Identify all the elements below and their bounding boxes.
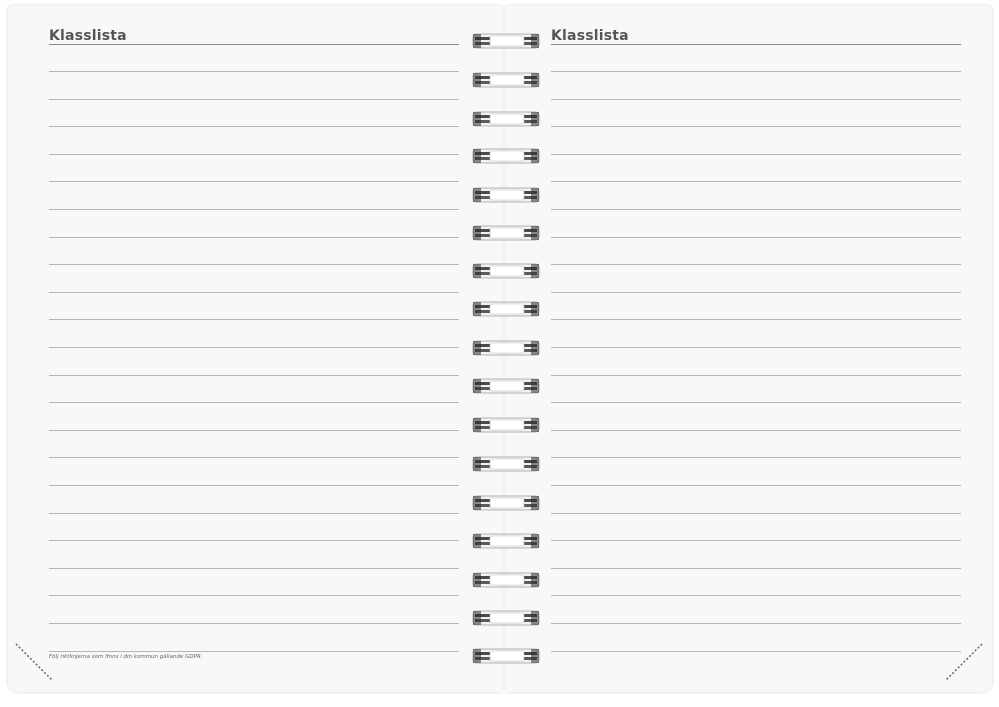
writing-line: [49, 651, 459, 652]
spiral-coil: [472, 299, 540, 319]
writing-line: [49, 402, 459, 403]
writing-line: [49, 457, 459, 458]
right-page: [506, 6, 992, 692]
writing-line: [49, 126, 459, 127]
writing-line: [551, 292, 961, 293]
left-writing-lines: [8, 6, 502, 692]
spiral-coil: [472, 109, 540, 129]
spiral-coil: [472, 338, 540, 358]
writing-line: [49, 568, 459, 569]
spiral-coil: [472, 70, 540, 90]
writing-line: [49, 209, 459, 210]
writing-line: [49, 71, 459, 72]
writing-line: [551, 99, 961, 100]
writing-line: [551, 347, 961, 348]
writing-line: [49, 154, 459, 155]
writing-line: [551, 319, 961, 320]
writing-line: [551, 540, 961, 541]
writing-line: [551, 402, 961, 403]
spiral-coil: [472, 223, 540, 243]
writing-line: [49, 237, 459, 238]
spiral-coil: [472, 570, 540, 590]
writing-line: [551, 513, 961, 514]
writing-line: [551, 430, 961, 431]
writing-line: [551, 595, 961, 596]
writing-line: [551, 375, 961, 376]
spiral-coil: [472, 261, 540, 281]
spiral-coil: [472, 31, 540, 51]
writing-line: [49, 513, 459, 514]
bottom-right-corner-perforation: [944, 642, 984, 682]
writing-line: [49, 292, 459, 293]
writing-line: [551, 237, 961, 238]
writing-line: [551, 651, 961, 652]
writing-line: [551, 568, 961, 569]
spiral-coil: [472, 531, 540, 551]
spiral-coil: [472, 608, 540, 628]
writing-line: [551, 209, 961, 210]
writing-line: [551, 623, 961, 624]
right-writing-lines: [506, 6, 992, 692]
writing-line: [49, 595, 459, 596]
writing-line: [49, 540, 459, 541]
spiral-coil: [472, 185, 540, 205]
spiral-coil: [472, 646, 540, 666]
writing-line: [49, 430, 459, 431]
writing-line: [551, 126, 961, 127]
spiral-coil: [472, 376, 540, 396]
writing-line: [49, 347, 459, 348]
writing-line: [49, 623, 459, 624]
spiral-coil: [472, 146, 540, 166]
writing-line: [49, 181, 459, 182]
writing-line: [551, 485, 961, 486]
spiral-coil: [472, 415, 540, 435]
bottom-left-corner-perforation: [14, 642, 54, 682]
left-page: [8, 6, 502, 692]
spiral-coil: [472, 454, 540, 474]
writing-line: [551, 71, 961, 72]
right-page-title: Klasslista: [551, 28, 629, 44]
writing-line: [49, 485, 459, 486]
writing-line: [551, 154, 961, 155]
writing-line: [49, 99, 459, 100]
writing-line: [551, 457, 961, 458]
writing-line: [551, 264, 961, 265]
writing-line: [49, 375, 459, 376]
writing-line: [551, 181, 961, 182]
writing-line: [49, 264, 459, 265]
left-page-title: Klasslista: [49, 28, 127, 44]
gdpr-footnote: Följ riktlinjerna som finns i din kommun gällande GDPR.: [49, 654, 203, 660]
writing-line: [49, 319, 459, 320]
spiral-binding: [472, 0, 540, 707]
spiral-coil: [472, 493, 540, 513]
